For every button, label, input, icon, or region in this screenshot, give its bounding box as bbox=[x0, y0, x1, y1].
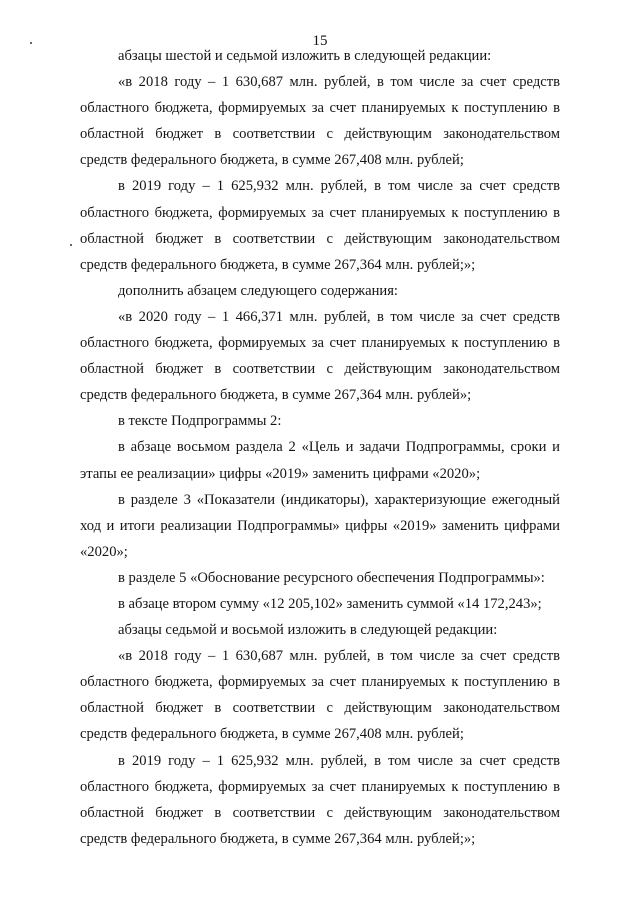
paragraph: абзацы шестой и седьмой изложить в следующей редакции: bbox=[118, 48, 492, 64]
paragraph: «в 2018 году – 1 630,687 млн. рублей, в том числе за счет средств областного бюджета, формируемых за счет планируемых к поступлению в областной бюджет в соответствии с действующим законодательством средств федерального бюджета, в сумме 267,408 млн. рублей; bbox=[80, 74, 560, 169]
scan-speck bbox=[30, 42, 32, 44]
document-body bbox=[80, 43, 560, 852]
paragraph: в разделе 5 «Обоснование ресурсного обеспечения Подпрограммы»: bbox=[118, 569, 545, 586]
paragraph: в абзаце восьмом раздела 2 «Цель и задачи Подпрограммы, сроки и этапы ее реализации» цифры «2019» заменить цифрами «2020»; bbox=[80, 439, 560, 482]
scan-speck bbox=[70, 244, 72, 246]
paragraph: в 2019 году – 1 625,932 млн. рублей, в том числе за счет средств областного бюджета, формируемых за счет планируемых к поступлению в областной бюджет в соответствии с действующим законодательством средств федерального бюджета, в сумме 267,364 млн. рублей;»; bbox=[80, 752, 560, 847]
paragraph: в разделе 3 «Показатели (индикаторы), характеризующие ежегодный ход и итоги реализации Подпрограммы» цифры «2019» заменить цифрами «2020»; bbox=[80, 491, 560, 560]
page-number: 15 bbox=[312, 33, 328, 49]
paragraph: абзацы седьмой и восьмой изложить в следующей редакции: bbox=[118, 622, 498, 639]
paragraph: «в 2018 году – 1 630,687 млн. рублей, в том числе за счет средств областного бюджета, формируемых за счет планируемых к поступлению в областной бюджет в соответствии с действующим законодательством средств федерального бюджета, в сумме 267,408 млн. рублей; bbox=[80, 648, 560, 743]
paragraph: дополнить абзацем следующего содержания: bbox=[118, 282, 398, 299]
paragraph: в тексте Подпрограммы 2: bbox=[118, 413, 282, 430]
paragraph: в абзаце втором сумму «12 205,102» заменить суммой «14 172,243»; bbox=[118, 595, 542, 612]
paragraph: в 2019 году – 1 625,932 млн. рублей, в том числе за счет средств областного бюджета, формируемых за счет планируемых к поступлению в областной бюджет в соответствии с действующим законодательством средств федерального бюджета, в сумме 267,364 млн. рублей;»; bbox=[80, 178, 560, 273]
paragraph: «в 2020 году – 1 466,371 млн. рублей, в том числе за счет средств областного бюджета, формируемых за счет планируемых к поступлению в областной бюджет в соответствии с действующим законодательством средств федерального бюджета, в сумме 267,364 млн. рублей»; bbox=[80, 308, 560, 404]
